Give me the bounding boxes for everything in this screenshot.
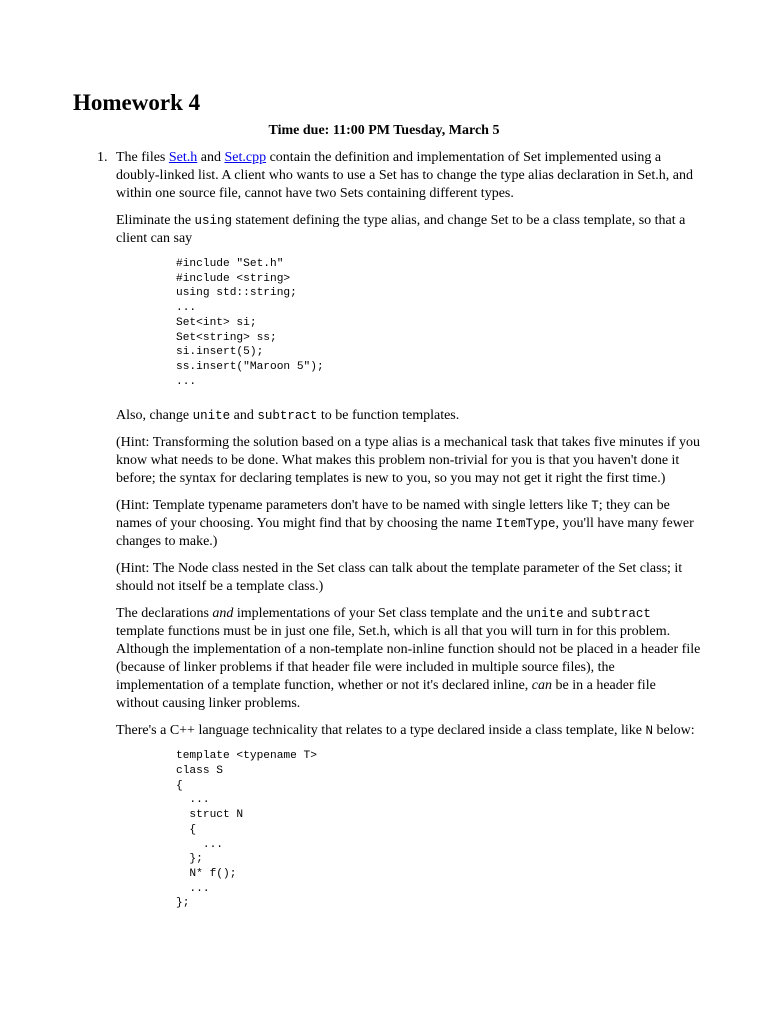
paragraph-also: Also, change unite and subtract to be function templates. [116, 408, 460, 424]
inline-code: unite [192, 409, 231, 424]
code-block-template: template <typename T> class S { ... struct N { ... }; N* f(); ... }; [176, 750, 317, 910]
paragraph-hint-1: (Hint: Transforming the solution based on a type alias is a mechanical task that takes five minutes if you know what needs to be done. What makes this problem non-trivial for you is that you haven't done it before; the syntax for declaring templates is new to you, so you may not get it right the first time.) [116, 435, 700, 487]
inline-code: subtract [590, 607, 651, 622]
set-cpp-link[interactable]: Set.cpp [224, 150, 267, 165]
set-h-link[interactable]: Set.h [168, 150, 198, 165]
inline-code: using [194, 214, 233, 228]
paragraph-hint-2: (Hint: Template typename parameters don't have to be named with single letters like T; they can be names of your choosing. You might find that by choosing the name ItemType, you'll have many fewer changes to make.) [116, 498, 694, 550]
paragraph-technicality: There's a C++ language technicality that relates to a type declared inside a class template, like N below: [116, 723, 695, 739]
inline-code: unite [526, 607, 564, 622]
code-block-client: #include "Set.h" #include <string> using std::string; ... Set<int> si; Set<string> ss; si.insert(5); ss.insert("Maroon 5"); ... [176, 258, 324, 388]
due-date: Time due: 11:00 PM Tuesday, March 5 [268, 123, 500, 138]
page-title: Homework 4 [73, 90, 201, 115]
paragraph-hint-3: (Hint: The Node class nested in the Set class can talk about the template parameter of the Set class; it should not itself be a template class.) [116, 561, 683, 595]
paragraph-declarations: The declarations and implementations of your Set class template and the unite and subtract template functions must be in just one file, Set.h, which is all that you will turn in for this problem. Although the implementation of a non-template non-inline function should not be placed in a header file (because of linker problems if that header file were included in multiple source files), the implementation of a template function, whether or not it's declared inline, can be in a header file without causing linker problems. [116, 606, 701, 712]
inline-code: T [591, 499, 599, 514]
problem-body [116, 149, 701, 911]
inline-code: ItemType [495, 517, 556, 532]
paragraph-files: The files Set.h and Set.cpp contain the definition and implementation of Set implemented using a doubly-linked list. A client who wants to use a Set has to change the type alias declaration in Set.h, and within one source file, cannot have two Sets containing different types. [116, 150, 693, 201]
inline-code: N [645, 724, 654, 739]
list-item-number: 1. [97, 150, 108, 165]
paragraph-eliminate: Eliminate the using statement defining the type alias, and change Set to be a class template, so that a client can say [116, 213, 686, 246]
inline-code: subtract [257, 409, 318, 424]
